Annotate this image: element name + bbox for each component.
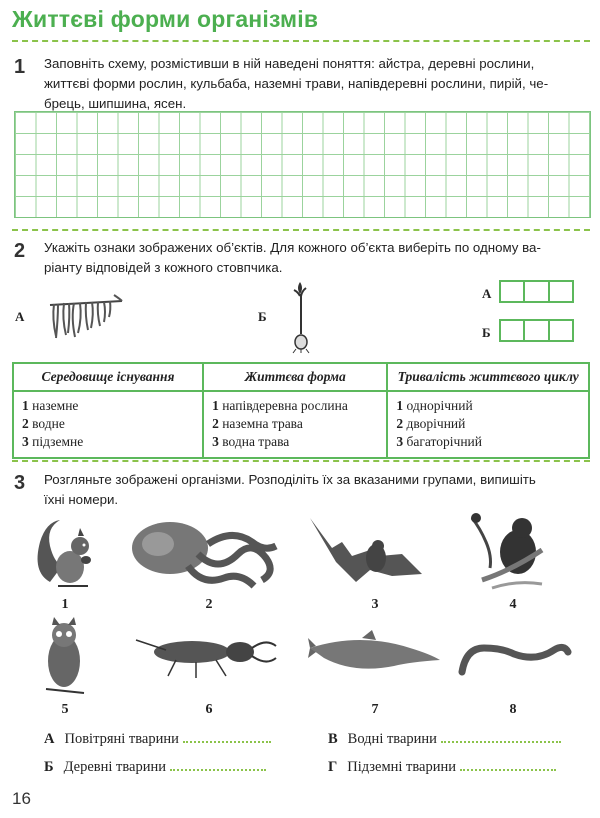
task-separator-2 — [12, 460, 590, 462]
group-g — [328, 757, 556, 776]
group-g-label: Підземні тварини — [347, 759, 456, 775]
organism-number-1: 1 — [61, 597, 69, 612]
page-number: 16 — [12, 789, 31, 808]
plant-a-image — [44, 285, 126, 345]
group-v-label: Водні тварини — [347, 731, 437, 747]
task-1-line-3: брець, шипшина, ясен. — [44, 96, 187, 111]
group-a — [44, 729, 271, 748]
object-a-label: А — [15, 309, 25, 324]
header-habitat: Середовище існування — [13, 363, 203, 391]
task-1-line-1: Заповніть схему, розмістивши в ній наведені поняття: айстра, деревні рослини, — [44, 56, 535, 71]
group-b-label: Деревні тварини — [63, 759, 166, 775]
page-title: Життєві форми організмів — [12, 6, 319, 32]
organism-number-4: 4 — [509, 597, 517, 612]
task-2-number: 2 — [14, 240, 26, 262]
task-1-number: 1 — [14, 56, 26, 78]
habitat-option-1: 1 наземне — [22, 398, 79, 413]
task-2-line-2: ріанту відповідей з кожного стовпчика. — [44, 260, 283, 275]
owl-image — [42, 615, 88, 699]
group-v-answer-line[interactable] — [441, 729, 561, 743]
life-form-options — [203, 391, 387, 458]
organism-number-2: 2 — [205, 597, 213, 612]
group-b — [44, 757, 266, 776]
beetle-image — [132, 628, 280, 684]
plant-b-image — [282, 274, 322, 354]
answer-a-label: А — [482, 286, 492, 301]
bat-image — [306, 510, 444, 592]
task-3-line-1: Розгляньте зображені організми. Розподіліть їх за вказаними групами, випишіть — [44, 472, 536, 487]
organism-number-3: 3 — [371, 597, 379, 612]
life-form-option-3: 3 водна трава — [212, 434, 290, 449]
task-3-number: 3 — [14, 472, 26, 494]
dolphin-image — [306, 630, 444, 680]
title-separator — [12, 40, 590, 42]
octopus-image — [128, 514, 288, 594]
header-life-form: Життєва форма — [203, 363, 387, 391]
group-v — [328, 729, 561, 748]
worm-image — [456, 632, 574, 680]
group-v-letter: В — [328, 731, 338, 747]
monkey-image — [462, 508, 552, 594]
answer-a-boxes[interactable] — [499, 280, 574, 303]
life-cycle-option-1: 1 однорічний — [396, 398, 473, 413]
life-form-option-1: 1 напівдеревна рослина — [212, 398, 348, 413]
life-cycle-options — [387, 391, 589, 458]
group-b-letter: Б — [44, 759, 54, 775]
options-table — [12, 362, 590, 459]
task-3-line-2: їхні номери. — [44, 492, 119, 507]
habitat-options — [13, 391, 203, 458]
task-2-line-1: Укажіть ознаки зображених об’єктів. Для кожного об’єкта виберіть по одному ва- — [44, 240, 541, 255]
organism-number-8: 8 — [509, 702, 517, 717]
task-3-text — [44, 470, 592, 510]
group-a-label: Повітряні тварини — [64, 731, 179, 747]
life-form-option-2: 2 наземна трава — [212, 416, 303, 431]
group-a-letter: А — [44, 731, 55, 747]
squirrel-image — [30, 512, 100, 592]
task-1-text — [44, 54, 592, 114]
task-2-text — [44, 238, 592, 278]
header-life-cycle: Тривалість життєвого циклу — [387, 363, 589, 391]
life-cycle-option-3: 3 багаторічний — [396, 434, 482, 449]
object-b-label: Б — [258, 309, 267, 324]
group-g-answer-line[interactable] — [460, 757, 556, 771]
answer-b-label: Б — [482, 325, 491, 340]
answer-b-boxes[interactable] — [499, 319, 574, 342]
group-a-answer-line[interactable] — [183, 729, 271, 743]
task-1-line-2: життєві форми рослин, кульбаба, наземні трави, напівдеревні рослини, пирій, че- — [44, 76, 549, 91]
group-g-letter: Г — [328, 759, 338, 775]
organism-number-6: 6 — [205, 702, 213, 717]
answer-grid[interactable] — [14, 111, 591, 218]
life-cycle-option-2: 2 дворічний — [396, 416, 466, 431]
task-separator-1 — [12, 229, 590, 231]
organism-number-7: 7 — [371, 702, 379, 717]
group-b-answer-line[interactable] — [170, 757, 266, 771]
organism-number-5: 5 — [61, 702, 69, 717]
habitat-option-2: 2 водне — [22, 416, 65, 431]
habitat-option-3: 3 підземне — [22, 434, 84, 449]
